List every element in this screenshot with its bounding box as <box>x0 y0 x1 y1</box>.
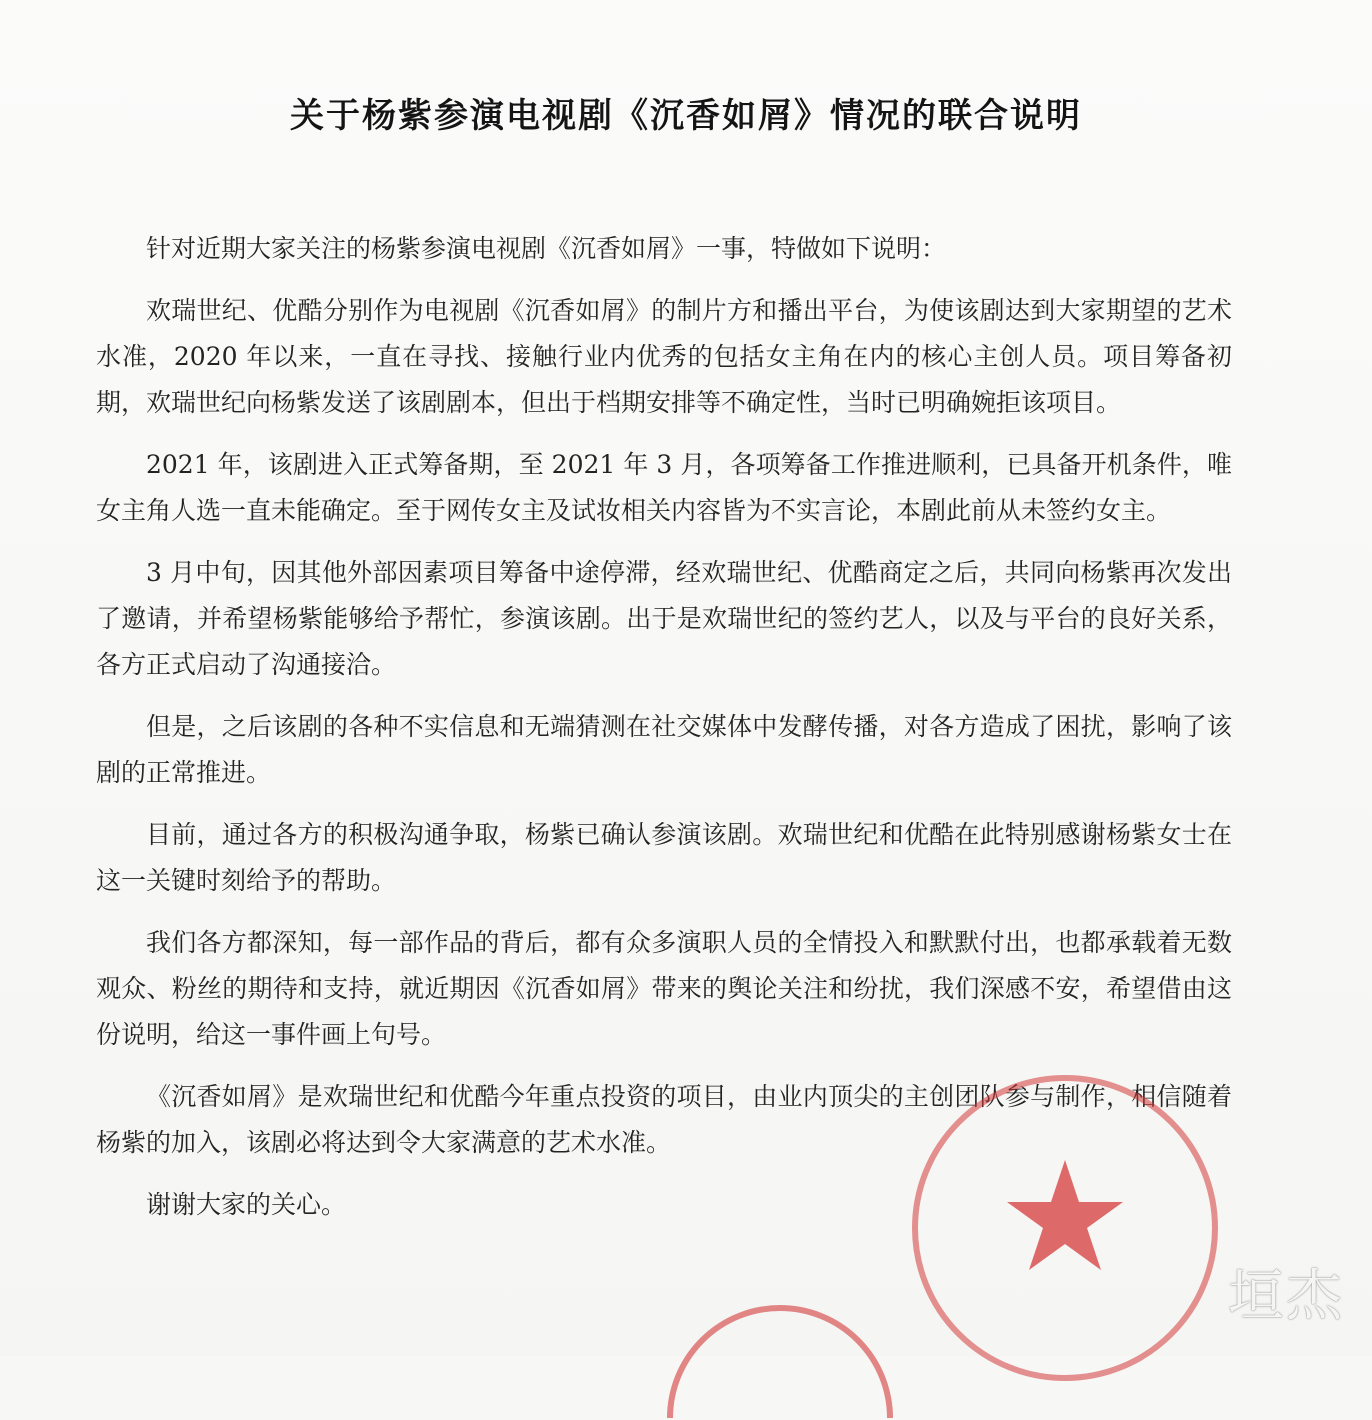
paragraph-6: 目前，通过各方的积极沟通争取，杨紫已确认参演该剧。欢瑞世纪和优酷在此特别感谢杨紫女士在这一关键时刻给予的帮助。 <box>96 820 1232 895</box>
document-body <box>96 226 1232 1244</box>
paragraph-5: 但是，之后该剧的各种不实信息和无端猜测在社交媒体中发酵传播，对各方造成了困扰，影响了该剧的正常推进。 <box>96 712 1232 787</box>
watermark-text: 垣杰 <box>1228 1264 1344 1329</box>
paragraph-2: 欢瑞世纪、优酷分别作为电视剧《沉香如屑》的制片方和播出平台，为使该剧达到大家期望的艺术水准，2020 年以来，一直在寻找、接触行业内优秀的包括女主角在内的核心主创人员。项目筹备初期，欢瑞世纪向杨紫发送了该剧剧本，但出于档期安排等不确定性，当时已明确婉拒该项目。 <box>96 296 1232 417</box>
paragraph-3: 2021 年，该剧进入正式筹备期，至 2021 年 3 月，各项筹备工作推进顺利，已具备开机条件，唯女主角人选一直未能确定。至于网传女主及试妆相关内容皆为不实言论，本剧此前从未签约女主。 <box>96 450 1232 525</box>
secondary-seal <box>660 1300 900 1420</box>
paragraph-9: 谢谢大家的关心。 <box>146 1190 347 1219</box>
document-title: 关于杨紫参演电视剧《沉香如屑》情况的联合说明 <box>290 96 1082 136</box>
paragraph-1: 针对近期大家关注的杨紫参演电视剧《沉香如屑》一事，特做如下说明： <box>146 234 947 263</box>
paragraph-4: 3 月中旬，因其他外部因素项目筹备中途停滞，经欢瑞世纪、优酷商定之后，共同向杨紫再次发出了邀请，并希望杨紫能够给予帮忙，参演该剧。出于是欢瑞世纪的签约艺人，以及与平台的良好关系，各方正式启动了沟通接洽。 <box>96 558 1232 679</box>
secondary-seal-arc <box>670 1308 890 1418</box>
paragraph-7: 我们各方都深知，每一部作品的背后，都有众多演职人员的全情投入和默默付出，也都承载着无数观众、粉丝的期待和支持，就近期因《沉香如屑》带来的舆论关注和纷扰，我们深感不安，希望借由这份说明，给这一事件画上句号。 <box>96 928 1232 1049</box>
paragraph-8: 《沉香如屑》是欢瑞世纪和优酷今年重点投资的项目，由业内顶尖的主创团队参与制作，相信随着杨紫的加入，该剧必将达到令大家满意的艺术水准。 <box>96 1082 1232 1157</box>
